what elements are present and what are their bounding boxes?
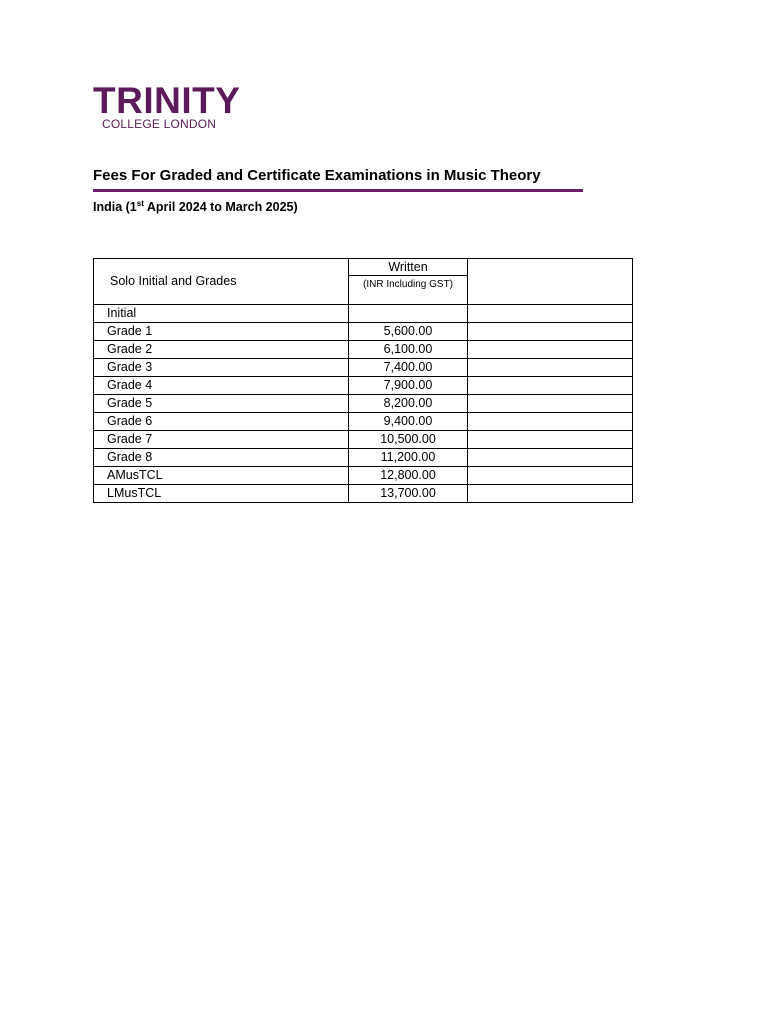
table-row [94, 413, 633, 431]
exam-name-cell: Grade 2 [94, 341, 349, 359]
empty-cell [468, 485, 633, 503]
header-exam-name: Solo Initial and Grades [94, 259, 349, 305]
empty-cell [468, 323, 633, 341]
document-title: Fees For Graded and Certificate Examinations in Music Theory [93, 167, 541, 184]
table-header-row [94, 259, 633, 276]
empty-cell [468, 305, 633, 323]
empty-cell [468, 449, 633, 467]
exam-name-cell: Grade 5 [94, 395, 349, 413]
written-fee-cell: 12,800.00 [349, 467, 468, 485]
table-row [94, 359, 633, 377]
exam-name-cell: Grade 6 [94, 413, 349, 431]
logo-wordmark: TRINITY [93, 80, 241, 121]
written-fee-cell: 11,200.00 [349, 449, 468, 467]
exam-name-cell: Grade 8 [94, 449, 349, 467]
header-currency-unit: (INR Including GST) [349, 276, 468, 305]
empty-cell [468, 377, 633, 395]
document-subtitle [93, 198, 298, 216]
table-row [94, 377, 633, 395]
empty-cell [468, 395, 633, 413]
exam-name-cell: AMusTCL [94, 467, 349, 485]
table-row [94, 449, 633, 467]
written-fee-cell: 7,900.00 [349, 377, 468, 395]
header-written: Written [349, 259, 468, 276]
exam-name-cell: Grade 4 [94, 377, 349, 395]
empty-cell [468, 341, 633, 359]
written-fee-cell [349, 305, 468, 323]
subtitle-rest: April 2024 to March 2025) [143, 200, 298, 214]
header-empty-column [468, 259, 633, 305]
table-row [94, 341, 633, 359]
empty-cell [468, 431, 633, 449]
exam-name-cell: Grade 3 [94, 359, 349, 377]
table-row [94, 323, 633, 341]
exam-name-cell: LMusTCL [94, 485, 349, 503]
table-row [94, 485, 633, 503]
written-fee-cell: 8,200.00 [349, 395, 468, 413]
empty-cell [468, 359, 633, 377]
table-row [94, 431, 633, 449]
exam-name-cell: Grade 1 [94, 323, 349, 341]
written-fee-cell: 5,600.00 [349, 323, 468, 341]
exam-name-cell: Grade 7 [94, 431, 349, 449]
subtitle-ordinal: st [136, 199, 144, 208]
fees-table [93, 258, 633, 503]
subtitle-prefix: India (1 [93, 200, 137, 214]
written-fee-cell: 6,100.00 [349, 341, 468, 359]
table-row [94, 395, 633, 413]
table-row [94, 305, 633, 323]
trinity-logo [93, 80, 243, 131]
empty-cell [468, 467, 633, 485]
written-fee-cell: 7,400.00 [349, 359, 468, 377]
written-fee-cell: 13,700.00 [349, 485, 468, 503]
title-underline [93, 189, 583, 192]
written-fee-cell: 9,400.00 [349, 413, 468, 431]
exam-name-cell: Initial [94, 305, 349, 323]
empty-cell [468, 413, 633, 431]
logo-subtitle: COLLEGE LONDON [102, 117, 217, 131]
table-row [94, 467, 633, 485]
written-fee-cell: 10,500.00 [349, 431, 468, 449]
